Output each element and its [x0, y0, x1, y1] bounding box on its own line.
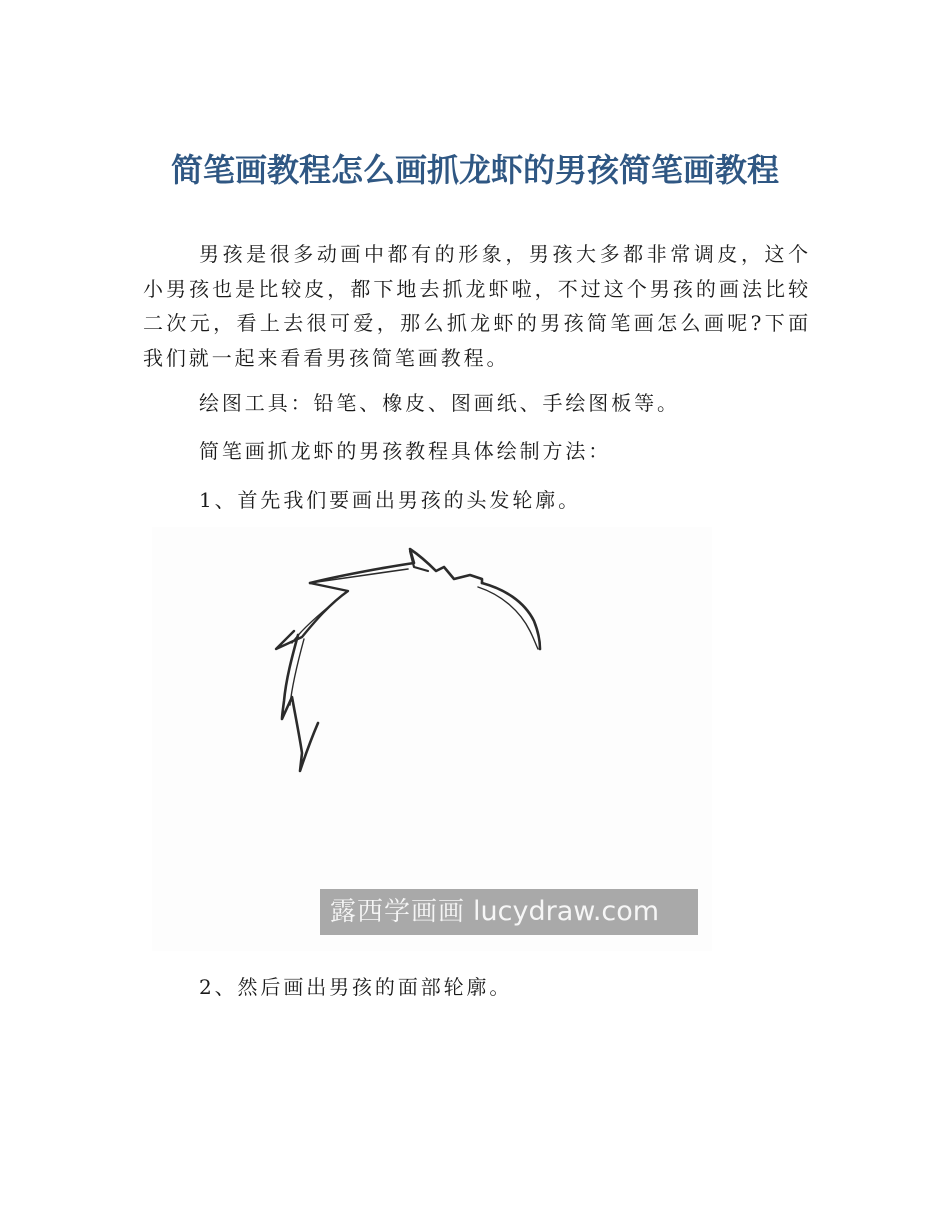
hair-stroke-left-long-inner [290, 639, 304, 705]
hair-outline-drawing [152, 527, 712, 951]
hair-stroke-top-left [310, 549, 482, 583]
intro-paragraph: 男孩是很多动画中都有的形象，男孩大多都非常调皮，这个小男孩也是比较皮，都下地去抓龙虾啦，不过这个男孩的画法比较二次元，看上去很可爱，那么抓龙虾的男孩简笔画怎么画呢?下面我们就一起来看看男孩简笔画教程。 [143, 242, 811, 370]
watermark-chinese: 露西学画画 [330, 897, 466, 927]
hair-stroke-left-spike [276, 583, 348, 649]
watermark-banner [320, 889, 698, 935]
hair-stroke-right-inner [478, 587, 538, 649]
watermark-url: lucydraw.com [473, 896, 660, 927]
step-2-text: 2、然后画出男孩的面部轮廓。 [199, 975, 513, 999]
document-title: 简笔画教程怎么画抓龙虾的男孩简笔画教程 [170, 151, 779, 189]
step-1-illustration [152, 527, 712, 951]
method-heading: 简笔画抓龙虾的男孩教程具体绘制方法： [199, 439, 612, 463]
step-1-text: 1、首先我们要画出男孩的头发轮廓。 [199, 488, 582, 512]
tools-paragraph: 绘图工具：铅笔、橡皮、图画纸、手绘图板等。 [199, 391, 680, 415]
